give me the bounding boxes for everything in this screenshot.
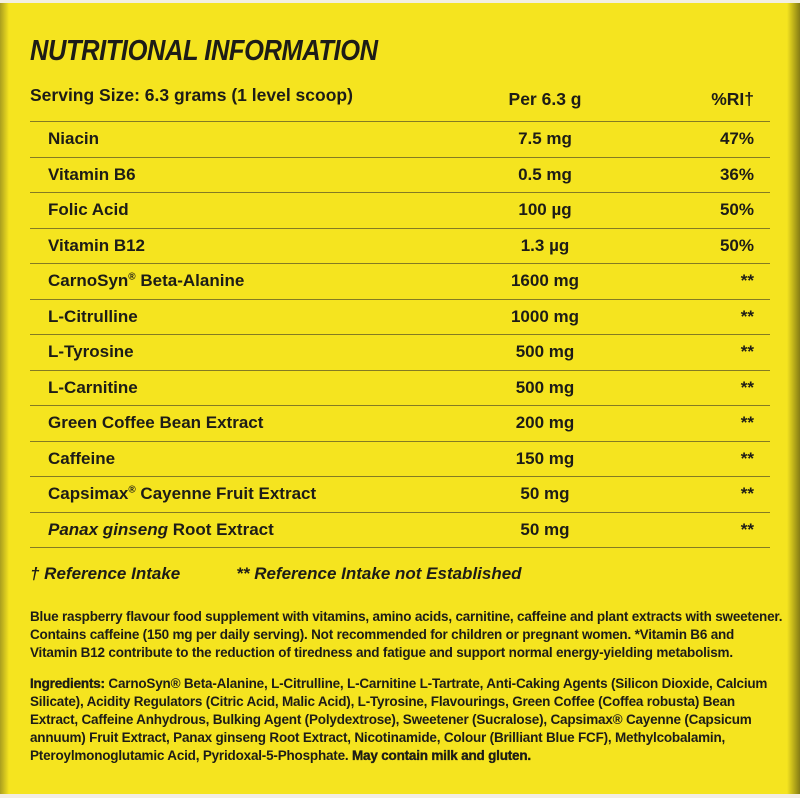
description-text: Blue raspberry flavour food supplement with vitamins, amino acids, carnitine, caffeine and plant extracts with sweetener. Contains caffeine (150 mg per daily serving). Not recommended for children or pregnant women. *Vitamin B6 and Vitamin B12 contribute to the reduction of tiredness and fatigue and support normal energy-yielding metabolism. bbox=[30, 609, 783, 660]
nutrient-amount: 1.3 µg bbox=[520, 235, 570, 255]
nutrient-name: Vitamin B6 bbox=[48, 164, 136, 184]
ingredients-label: Ingredients: bbox=[30, 676, 105, 691]
nutrient-amount: 50 mg bbox=[520, 484, 570, 504]
table-row bbox=[30, 513, 770, 549]
nutrition-table bbox=[30, 121, 770, 548]
table-row bbox=[30, 371, 770, 407]
nutrient-amount: 0.5 mg bbox=[518, 164, 572, 184]
page-title: NUTRITIONAL INFORMATION bbox=[30, 35, 378, 67]
nutrient-name: Green Coffee Bean Extract bbox=[48, 413, 264, 433]
nutrient-name: Vitamin B12 bbox=[48, 235, 146, 255]
nutrient-amount: 150 mg bbox=[515, 448, 575, 468]
table-row bbox=[30, 477, 770, 513]
footnote-not-established: ** Reference Intake not Established bbox=[236, 564, 522, 583]
table-row bbox=[30, 264, 770, 300]
footnotes bbox=[30, 564, 770, 584]
nutrient-name: L-Carnitine bbox=[48, 377, 138, 397]
nutrient-ri: ** bbox=[740, 484, 754, 504]
table-header bbox=[30, 85, 770, 110]
serving-size: Serving Size: 6.3 grams (1 level scoop) bbox=[30, 85, 353, 105]
table-row bbox=[30, 442, 770, 478]
ingredients-text bbox=[30, 675, 784, 765]
nutrient-ri: ** bbox=[740, 271, 754, 291]
nutrient-name: L-Citrulline bbox=[48, 306, 138, 326]
table-row bbox=[30, 229, 770, 265]
table-row bbox=[30, 300, 770, 336]
nutrient-amount: 100 µg bbox=[518, 200, 572, 220]
table-row bbox=[30, 158, 770, 194]
nutrient-name: Niacin bbox=[48, 129, 100, 149]
nutrient-ri: 36% bbox=[719, 164, 754, 184]
nutrient-name: Capsimax® Cayenne Fruit Extract bbox=[48, 484, 317, 504]
nutrient-amount: 1600 mg bbox=[510, 271, 580, 291]
nutrient-ri: ** bbox=[740, 519, 754, 539]
table-row bbox=[30, 335, 770, 371]
nutrient-amount: 200 mg bbox=[515, 413, 575, 433]
nutrient-name: L-Tyrosine bbox=[48, 342, 134, 362]
nutrient-amount: 500 mg bbox=[515, 377, 575, 397]
nutrient-ri: 47% bbox=[719, 129, 754, 149]
right-edge-shadow bbox=[787, 3, 800, 794]
nutrient-name: Folic Acid bbox=[48, 200, 129, 220]
nutrient-name: Panax ginseng Root Extract bbox=[48, 519, 274, 539]
nutrient-amount: 50 mg bbox=[520, 519, 570, 539]
nutrient-amount: 1000 mg bbox=[510, 306, 580, 326]
nutrient-ri: 50% bbox=[719, 235, 754, 255]
left-edge-shadow bbox=[0, 3, 9, 794]
registered-mark: ® bbox=[128, 484, 136, 496]
nutrient-amount: 7.5 mg bbox=[518, 129, 572, 149]
nutrient-ri: ** bbox=[740, 448, 754, 468]
allergen-statement: May contain milk and gluten. bbox=[352, 748, 531, 763]
table-row bbox=[30, 193, 770, 229]
registered-mark: ® bbox=[128, 271, 136, 283]
nutrient-ri: ** bbox=[740, 413, 754, 433]
nutrient-name: Caffeine bbox=[48, 448, 116, 468]
column-header-amount: Per 6.3 g bbox=[508, 89, 582, 109]
column-header-ri: %RI† bbox=[711, 89, 754, 109]
nutrient-ri: 50% bbox=[719, 200, 754, 220]
nutrient-amount: 500 mg bbox=[515, 342, 575, 362]
nutrient-ri: ** bbox=[740, 306, 754, 326]
ingredients-list: CarnoSyn® Beta-Alanine, L-Citrulline, L-Carnitine L-Tartrate, Anti-Caking Agents (Silicon Dioxide, Calcium Silicate), Acidity Regulators (Citric Acid, Malic Acid), L-Tyrosine, Flavourings, Green Coffee (Coffea robusta) Bean Extract, Caffeine Anhydrous, Bulking Agent (Polydextrose), Sweetener (Sucralose), Capsimax® Cayenne (Capsicum annuum) Fruit Extract, Panax ginseng Root Extract, Nicotinamide, Colour (Brilliant Blue FCF), Methylcobalamin, Pteroylmonoglutamic Acid, Pyridoxal-5-Phosphate. bbox=[30, 676, 768, 763]
nutrient-ri: ** bbox=[740, 377, 754, 397]
table-row bbox=[30, 406, 770, 442]
footnote-reference-intake: † Reference Intake bbox=[30, 564, 181, 583]
nutrient-name: CarnoSyn® Beta-Alanine bbox=[48, 271, 245, 291]
nutrient-ri: ** bbox=[740, 342, 754, 362]
table-row bbox=[30, 122, 770, 158]
